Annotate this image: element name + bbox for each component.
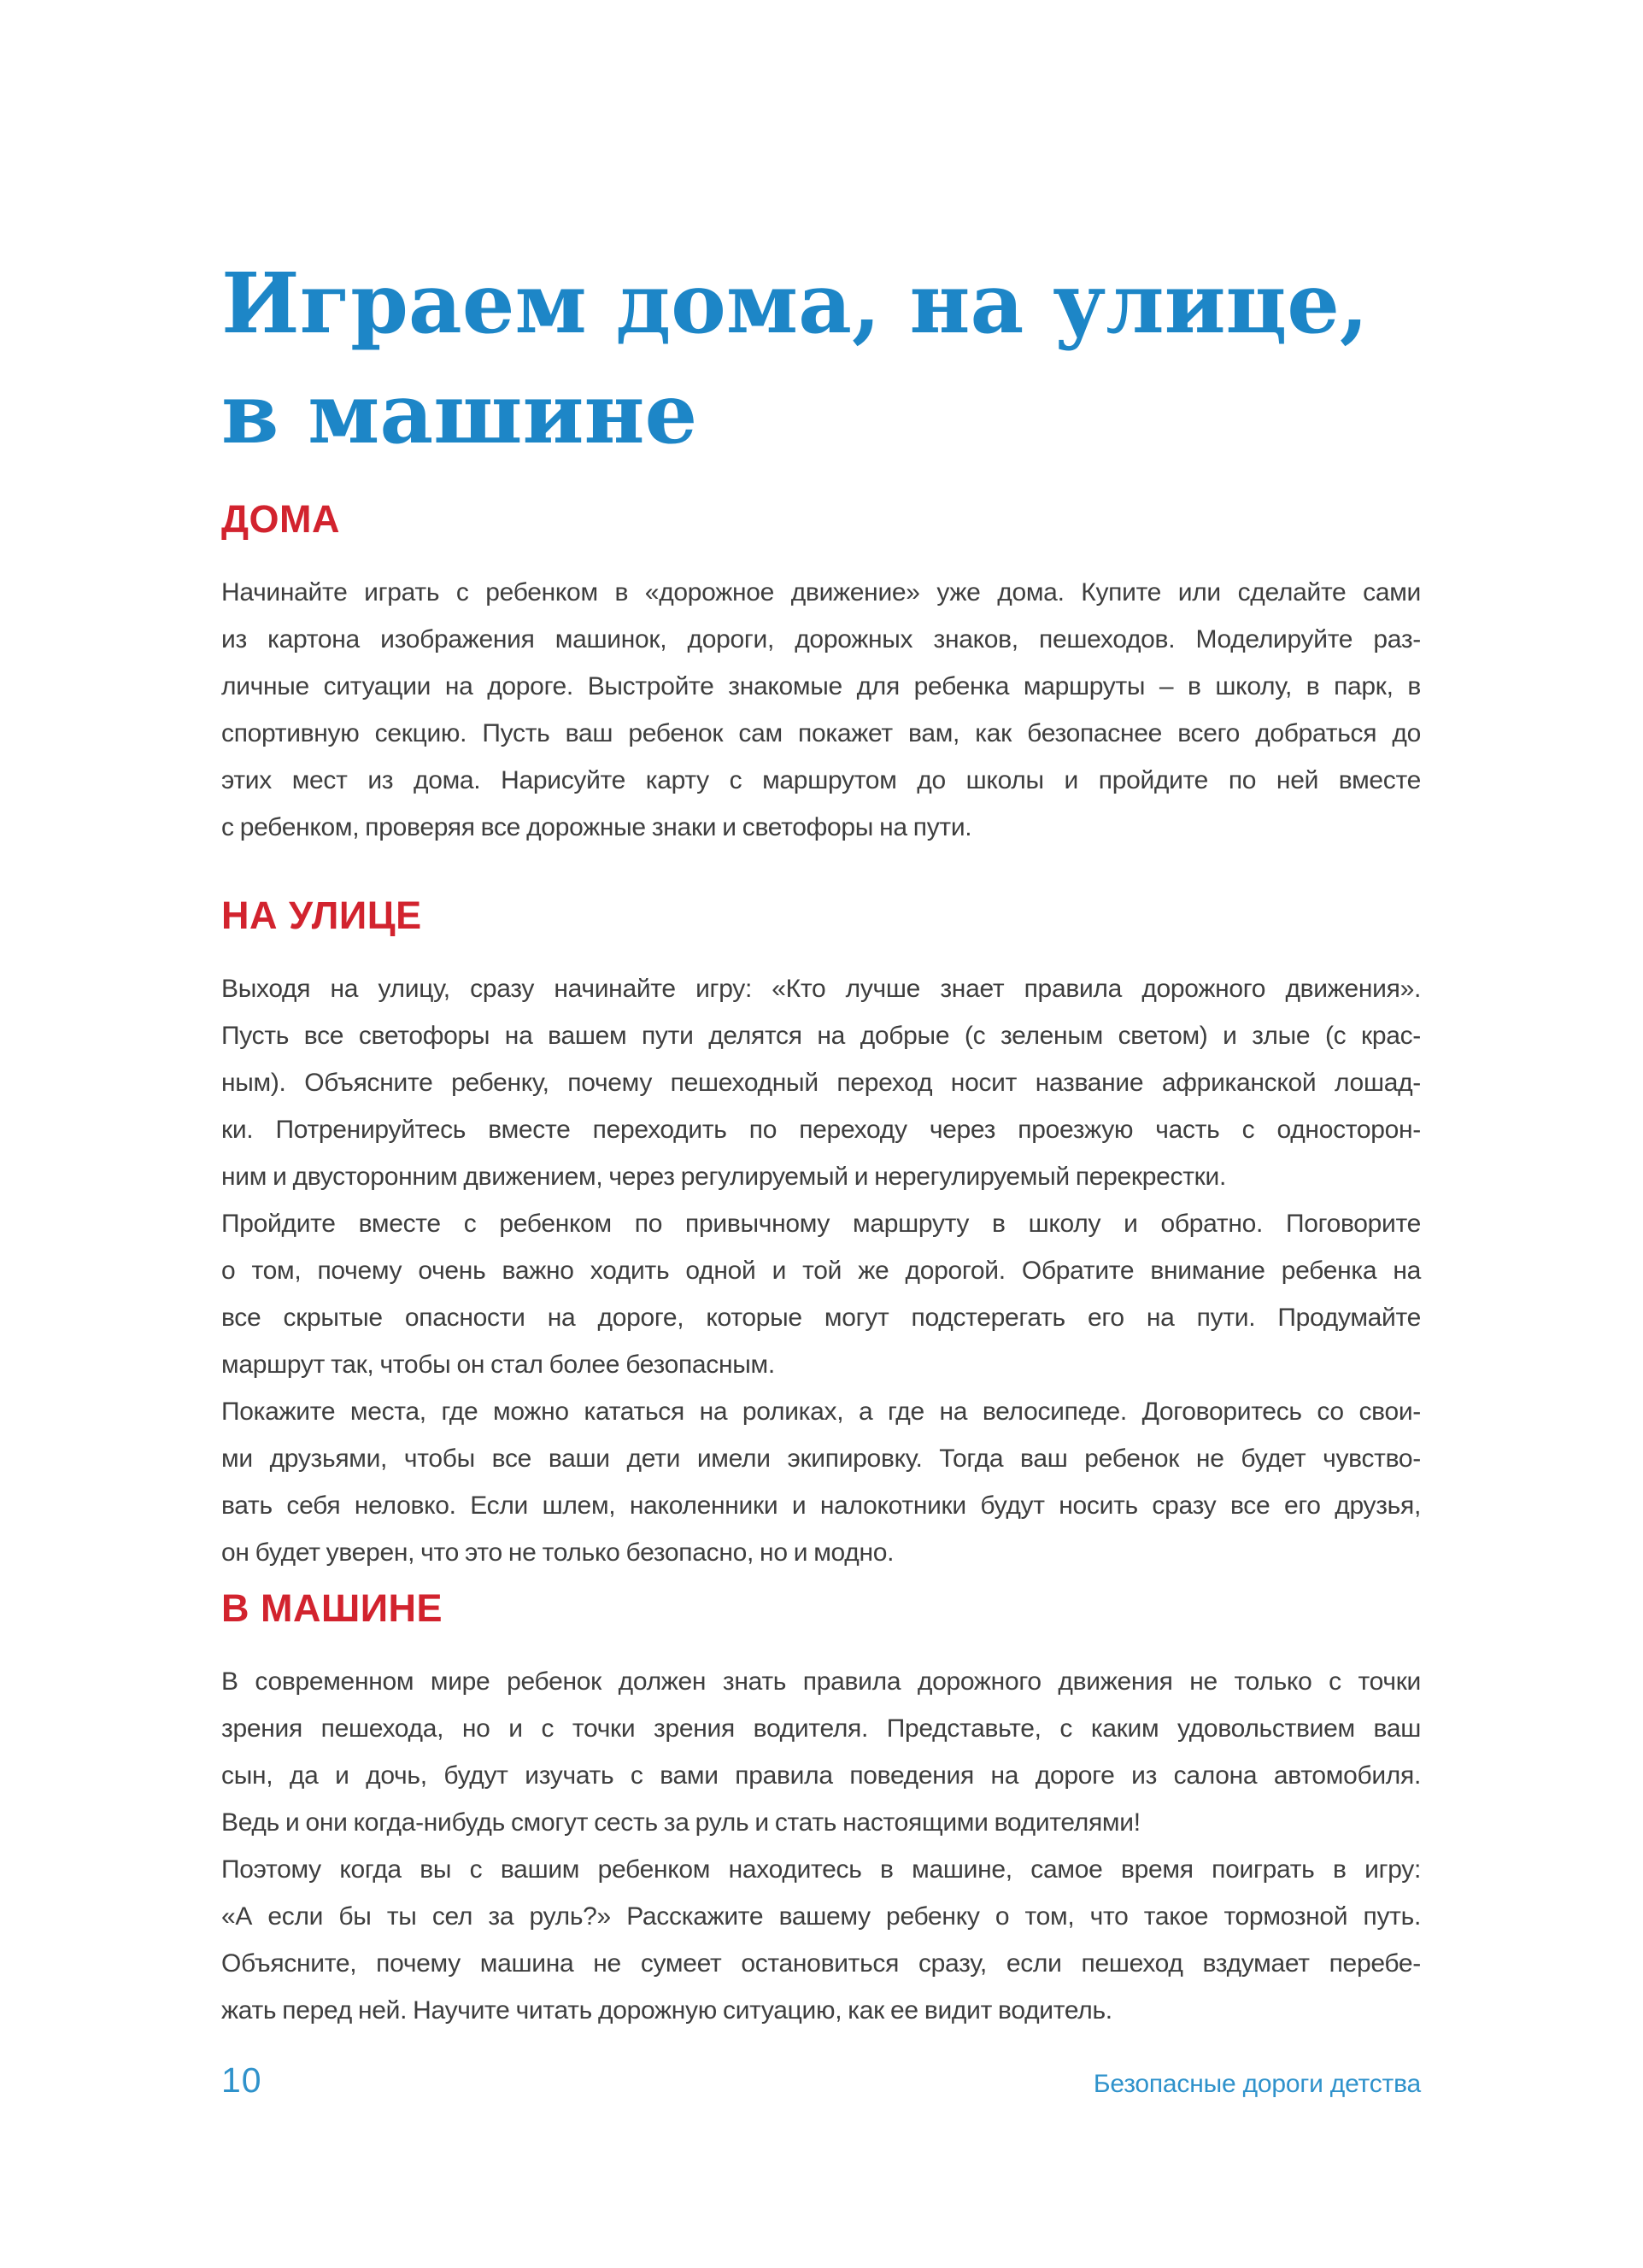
paragraph-line: о том, почему очень важно ходить одной и той же дорогой. Обратите внимание ребенка на — [221, 1257, 1421, 1285]
paragraph-line: Выходя на улицу, сразу начинайте игру: «Кто лучше знает правила дорожного движения». — [221, 975, 1421, 1003]
paragraph-line: Пусть все светофоры на вашем пути делятся на добрые (с зеленым светом) и злые (с крас- — [221, 1022, 1421, 1050]
paragraph-line: Ведь и они когда-нибудь смогут сесть за руль и стать настоящими водителями! — [221, 1808, 1141, 1837]
paragraph — [221, 569, 1421, 851]
section-heading-v-mashine: В МАШИНЕ — [221, 1586, 443, 1630]
paragraph-line: Пройдите вместе с ребенком по привычному маршруту в школу и обратно. Поговорите — [221, 1210, 1421, 1238]
paragraph-line: этих мест из дома. Нарисуйте карту с маршрутом до школы и пройдите по ней вместе — [221, 766, 1421, 794]
paragraph — [221, 1658, 1421, 1846]
paragraph-line: ним и двусторонним движением, через регулируемый и нерегулируемый перекрестки. — [221, 1163, 1226, 1191]
section-heading-doma: ДОМА — [221, 497, 341, 541]
page-title-line-2: в машине — [221, 364, 698, 462]
paragraph-line: Покажите места, где можно кататься на роликах, а где на велосипеде. Договоритесь со свои- — [221, 1398, 1421, 1426]
paragraph — [221, 1388, 1421, 1576]
paragraph-line: маршрут так, чтобы он стал более безопасным. — [221, 1351, 775, 1379]
section-v-mashine — [221, 1586, 1421, 2034]
section-doma — [221, 497, 1421, 851]
paragraph — [221, 1846, 1421, 2034]
paragraph-line: Начинайте играть с ребенком в «дорожное движение» уже дома. Купите или сделайте сами — [221, 578, 1421, 607]
section-heading-na-ulice: НА УЛИЦЕ — [221, 894, 422, 937]
page-title-line-1: Играем дома, на улице, — [221, 254, 1369, 352]
paragraph-line: спортивную секцию. Пусть ваш ребенок сам покажет вам, как безопаснее всего добраться до — [221, 719, 1421, 747]
paragraph-line: «А если бы ты сел за руль?» Расскажите вашему ребенку о том, что такое тормозной путь. — [221, 1902, 1421, 1931]
paragraph-line: он будет уверен, что это не только безопасно, но и модно. — [221, 1538, 895, 1567]
paragraph-line: из картона изображения машинок, дороги, дорожных знаков, пешеходов. Моделируйте раз- — [221, 625, 1421, 653]
page-title — [221, 249, 1426, 469]
paragraph — [221, 965, 1421, 1200]
section-na-ulice — [221, 896, 1421, 1576]
edition-title: Безопасные дороги детства — [1093, 2070, 1421, 2098]
paragraph-line: с ребенком, проверяя все дорожные знаки и светофоры на пути. — [221, 813, 972, 841]
paragraph-line: жать перед ней. Научите читать дорожную ситуацию, как ее видит водитель. — [221, 1996, 1112, 2025]
paragraph-line: Объясните, почему машина не сумеет остановиться сразу, если пешеход вздумает перебе- — [221, 1949, 1421, 1978]
paragraph-line: ми друзьями, чтобы все ваши дети имели экипировку. Тогда ваш ребенок не будет чувство- — [221, 1445, 1421, 1473]
paragraph-line: сын, да и дочь, будут изучать с вами правила поведения на дороге из салона автомобиля. — [221, 1761, 1421, 1790]
paragraph-line: ным). Объясните ребенку, почему пешеходный переход носит название африканской лошад- — [221, 1069, 1421, 1097]
paragraph-line: ки. Потренируйтесь вместе переходить по переходу через проезжую часть с односторон- — [221, 1116, 1421, 1144]
paragraph-line: личные ситуации на дороге. Выстройте знакомые для ребенка маршруты – в школу, в парк, в — [221, 672, 1421, 700]
paragraph — [221, 1200, 1421, 1388]
paragraph-line: Поэтому когда вы с вашим ребенком находитесь в машине, самое время поиграть в игру: — [221, 1855, 1421, 1884]
paragraph-line: вать себя неловко. Если шлем, наколенники и налокотники будут носить сразу все его друзья, — [221, 1491, 1421, 1520]
paragraph-line: все скрытые опасности на дороге, которые могут подстерегать его на пути. Продумайте — [221, 1304, 1421, 1332]
page-number: 10 — [221, 2060, 262, 2100]
paragraph-line: В современном мире ребенок должен знать правила дорожного движения не только с точки — [221, 1667, 1421, 1696]
footer — [221, 2060, 1421, 2101]
paragraph-line: зрения пешехода, но и с точки зрения водителя. Представьте, с каким удовольствием ваш — [221, 1714, 1421, 1743]
